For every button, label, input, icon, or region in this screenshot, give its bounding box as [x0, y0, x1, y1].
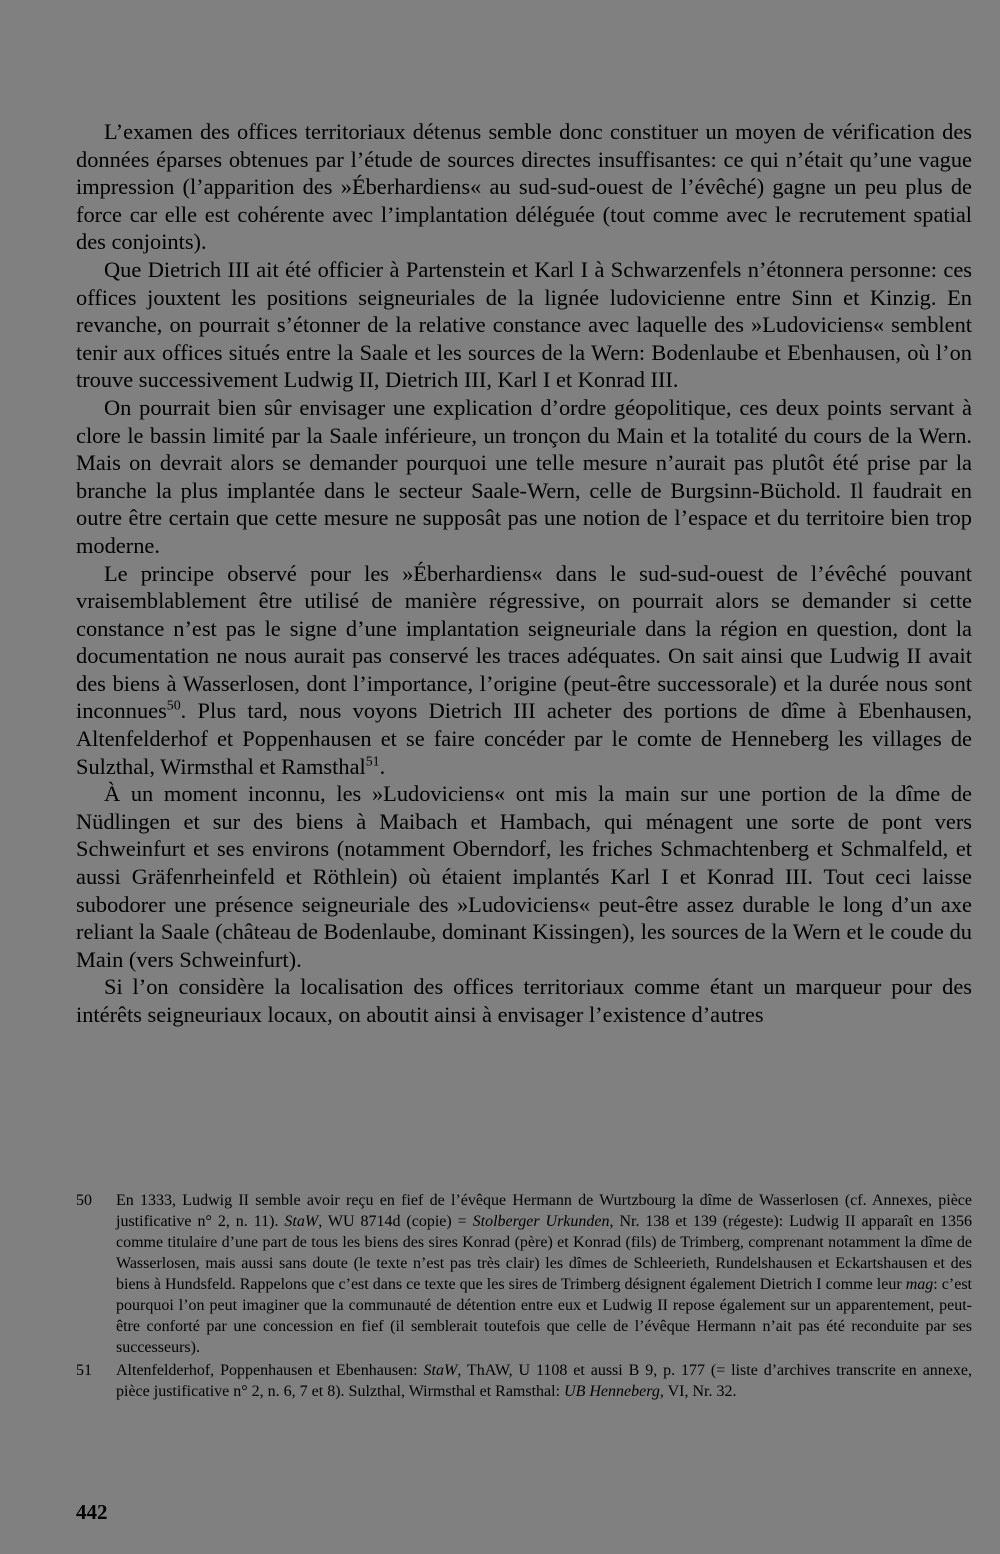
paragraph: À un moment inconnu, les »Ludoviciens« ont mis la main sur une portion de la dîme de Nüdlingen et sur des biens à Maibach et Hambach, qui ménagent une sorte de pont vers Schweinfurt et ses environs (notamment Oberndorf, les friches Schmachtenberg et Schmalfeld, et aussi Gräfenrheinfeld et Röthlein) où étaient implantés Karl I et Konrad III. Tout ceci laisse subodorer une présence seigneuriale des »Ludoviciens« peut-être assez durable le long d’un axe reliant la Saale (château de Bodenlaube, dominant Kissingen), les sources de la Wern et le coude du Main (vers Schweinfurt).: [76, 781, 972, 972]
footnote-text-run: , WU 8714d (copie) =: [318, 1213, 473, 1230]
paragraph: Si l’on considère la localisation des offices territoriaux comme étant un marqueur pour des intérêts seigneuriaux locaux, on aboutit ainsi à envisager l’existence d’autres: [76, 974, 972, 1027]
paragraph: L’examen des offices territoriaux détenus semble donc constituer un moyen de vérification des données éparses obtenues par l’étude de sources directes insuffisantes: ce qui n’était qu’une vague impression (l’apparition des »Éberhardiens« au sud-sud-ouest de l’évêché) gagne un peu plus de force car elle est cohérente avec l’implantation déléguée (tout comme avec le recrutement spatial des conjoints).: [76, 119, 972, 255]
footnote-text-run: , VI, Nr. 32.: [659, 1383, 737, 1400]
footnote-ref[interactable]: 50: [166, 699, 181, 714]
footnote-text-run: : c’est pourquoi l’on peut imaginer que la communauté de détention entre eux et Ludwig II repose également sur un apparentement, peut-être conforté par une concession en fief (il semblerait toutefois que celle de l’évêque Hermann n’ait pas été reconduite par ses successeurs).: [116, 1276, 972, 1356]
paragraph-text: Le principe observé pour les »Éberhardiens« dans le sud-sud-ouest de l’évêché pouvant vraisemblablement être utilisé de manière régressive, on pourrait alors se demander si cette constance n’est pas le signe d’une implantation seigneuriale dans la région en question, dont la documentation ne nous aurait pas conservé les traces adéquates. On sait ainsi que Ludwig II avait des biens à Wasserlosen, dont l’importance, l’origine (peut-être successorale) et la durée nous sont inconnues: [76, 560, 972, 724]
paragraph-text: . Plus tard, nous voyons Dietrich III acheter des portions de dîme à Ebenhausen, Altenfelderhof et Poppenhausen et se faire concéder par le comte de Henneberg les villages de Sulzthal, Wirmsthal et Ramsthal: [76, 698, 972, 779]
footnote-text-run: , Nr. 138 et 139 (régeste): Ludwig II apparaît en 1356 comme titulaire d’une part de tous les biens des sires Konrad (père) et Konrad (fils) de Trimberg, comprenant notamment la dîme de Wasserlosen, mais aussi sans doute (le texte n’est pas très clair) les dîmes de Schleerieth, Rundelshausen et Eckartshausen et des biens à Hundsfeld. Rappelons que c’est dans ce texte que les sires de Trimberg désignent également Dietrich I comme leur: [116, 1213, 972, 1293]
footnote-text-run: Altenfelderhof, Poppenhausen et Ebenhausen:: [116, 1362, 424, 1379]
footnote-number: 50: [76, 1192, 92, 1209]
footnote: [76, 1190, 972, 1358]
paragraph: On pourrait bien sûr envisager une explication d’ordre géopolitique, ces deux points servant à clore le bassin limité par la Saale inférieure, un tronçon du Main et la totalité du cours de la Wern. Mais on devrait alors se demander pourquoi une telle mesure n’aurait pas plutôt été prise par la branche la plus implantée dans le secteur Saale-Wern, celle de Burgsinn-Büchold. Il faudrait en outre être certain que cette mesure ne supposât pas une notion de l’espace et du territoire bien trop moderne.: [76, 394, 972, 558]
footnote-italic-run: UB Henneberg: [564, 1383, 660, 1400]
footnote-number: 51: [76, 1362, 92, 1379]
footnote-italic-run: Stolberger Urkunden: [472, 1213, 610, 1230]
footnote-italic-run: StaW: [423, 1362, 458, 1379]
footnote-ref[interactable]: 51: [365, 754, 380, 770]
footnote: [76, 1360, 972, 1402]
footnote-text: [116, 1360, 972, 1402]
footnote-text: [116, 1190, 972, 1358]
paragraph-text: .: [379, 753, 386, 779]
footnote-text-run: , ThAW, U 1108 et aussi B 9, p. 177 (= liste d’archives transcrite en annexe, pièce justificative n° 2, n. 6, 7 et 8). Sulzthal, Wirmsthal et Ramsthal:: [116, 1362, 973, 1400]
body-text: [76, 118, 972, 1029]
footnote-italic-run: mag: [905, 1276, 934, 1293]
paragraph: [76, 560, 972, 781]
footnote-italic-run: StaW: [284, 1213, 319, 1230]
footnote-text-run: En 1333, Ludwig II semble avoir reçu en fief de l’évêque Hermann de Wurtzbourg la dîme de Wasserlosen (cf. Annexes, pièce justificative n° 2, n. 11).: [116, 1192, 972, 1230]
paragraph: Que Dietrich III ait été officier à Partenstein et Karl I à Schwarzenfels n’étonnera personne: ces offices jouxtent les positions seigneuriales de la lignée ludovicienne entre Sinn et Kinzig. En revanche, on pourrait s’étonner de la relative constance avec laquelle des »Ludoviciens« semblent tenir aux offices situés entre la Saale et les sources de la Wern: Bodenlaube et Ebenhausen, où l’on trouve successivement Ludwig II, Dietrich III, Karl I et Konrad III.: [76, 256, 972, 393]
page-number: 442: [76, 1500, 108, 1524]
footnotes: [76, 1190, 972, 1404]
